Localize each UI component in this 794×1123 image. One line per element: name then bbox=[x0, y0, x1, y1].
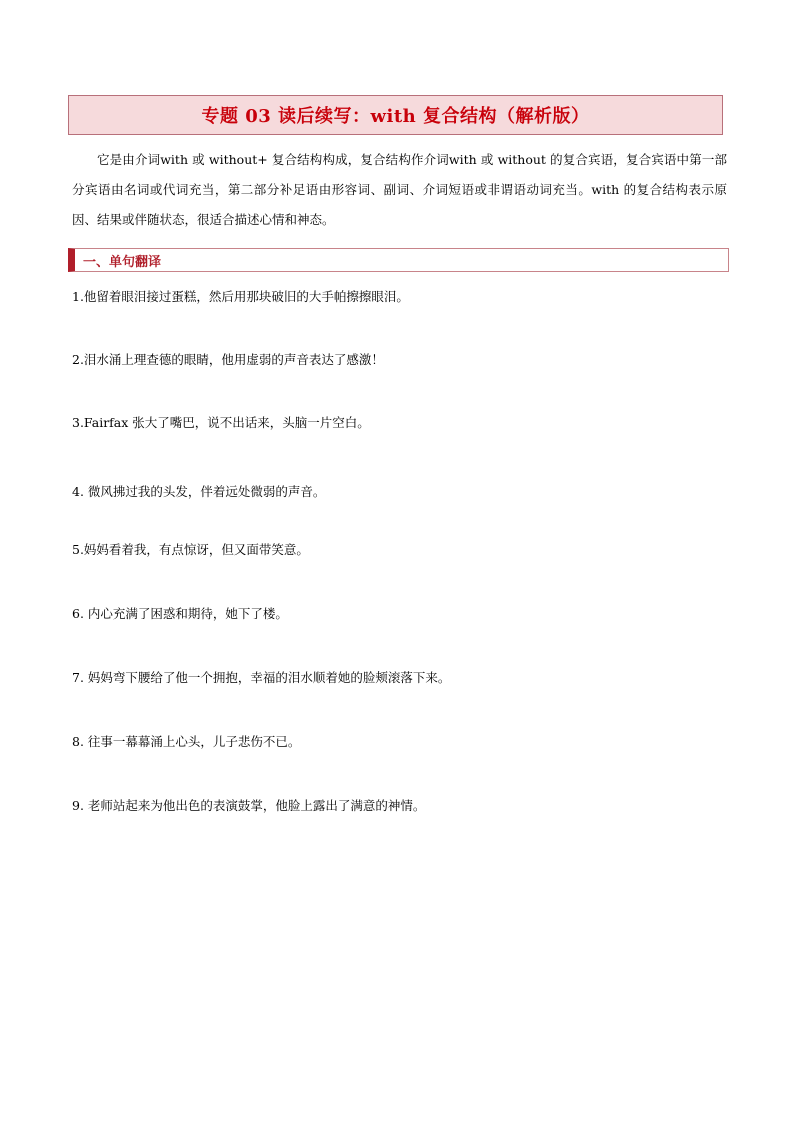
page-title-box bbox=[68, 95, 723, 135]
list-item: 4. 微风拂过我的头发，伴着远处微弱的声音。 bbox=[72, 484, 326, 499]
list-item: 8. 往事一幕幕涌上心头，儿子悲伤不已。 bbox=[72, 734, 301, 749]
section-title: 一、单句翻译 bbox=[83, 254, 162, 270]
section-header bbox=[68, 248, 729, 272]
list-item: 1.他留着眼泪接过蛋糕，然后用那块破旧的大手帕擦擦眼泪。 bbox=[72, 289, 409, 304]
intro-paragraph: 它是由介词with 或 without+ 复合结构构成，复合结构作介词with 或 without 的复合宾语，复合宾语中第一部分宾语由名词或代词充当，第二部分补足语由形容词、副词、介词短语或非谓语动词充当。with 的复合结构表示原因、结果或伴随状态，很适合描述心情和神态。 bbox=[72, 152, 727, 227]
list-item: 9. 老师站起来为他出色的表演鼓掌，他脸上露出了满意的神情。 bbox=[72, 798, 426, 813]
page-title: 专题 03 读后续写：with 复合结构（解析版） bbox=[201, 106, 590, 127]
list-item: 3.Fairfax 张大了嘴巴，说不出话来，头脑一片空白。 bbox=[72, 415, 370, 430]
list-item: 5.妈妈看着我，有点惊讶，但又面带笑意。 bbox=[72, 542, 309, 557]
list-item: 2.泪水涌上理查德的眼睛，他用虚弱的声音表达了感激！ bbox=[72, 352, 384, 367]
list-item: 7. 妈妈弯下腰给了他一个拥抱，幸福的泪水顺着她的脸颊滚落下来。 bbox=[72, 670, 451, 685]
list-item: 6. 内心充满了困惑和期待，她下了楼。 bbox=[72, 606, 288, 621]
